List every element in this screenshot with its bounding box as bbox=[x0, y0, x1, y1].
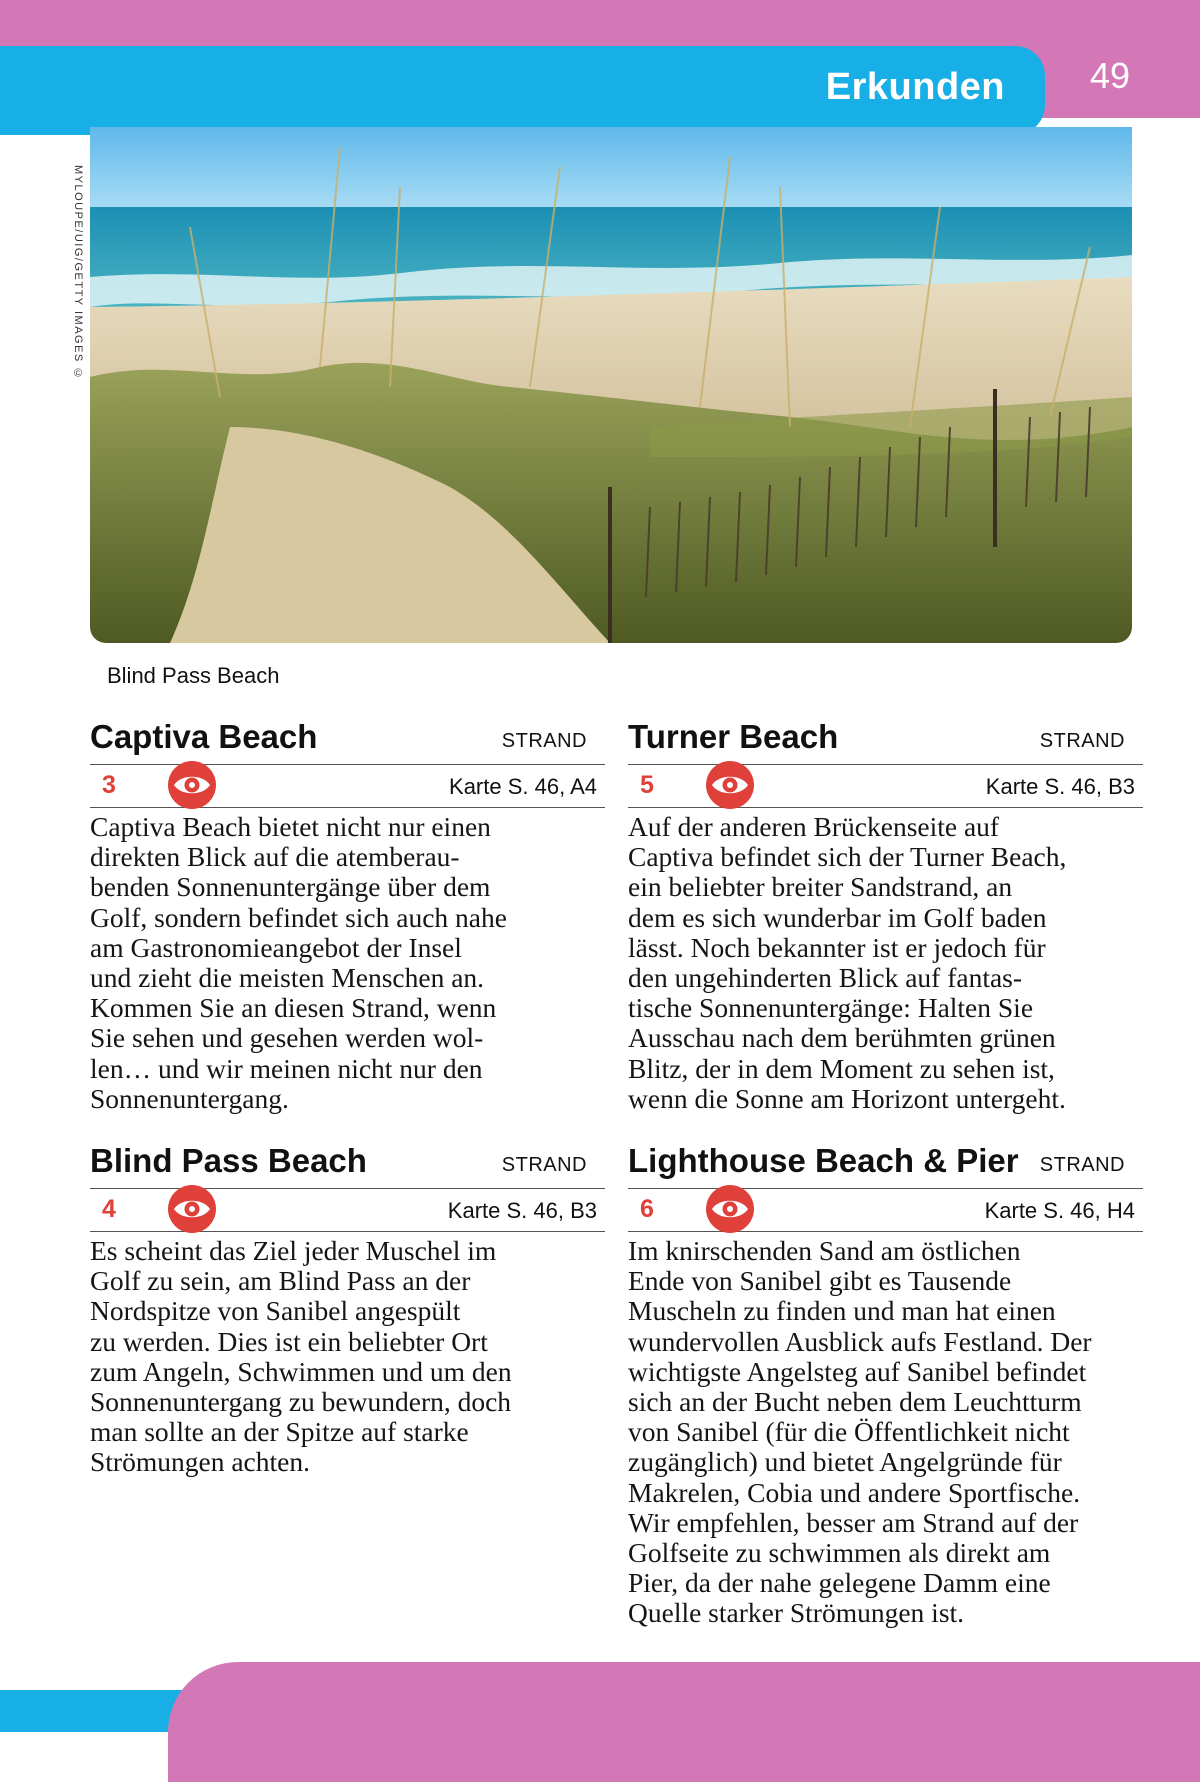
map-reference: Karte S. 46, B3 bbox=[985, 774, 1135, 799]
entry-title: Blind Pass Beach bbox=[90, 1142, 367, 1179]
entry-type: STRAND bbox=[1039, 730, 1125, 752]
entry-text: Im knirschenden Sand am östlichen Ende von Sanibel gibt es Tausende Muscheln zu finden und man hat einen wundervollen Ausblick aufs Festland. Der wichtigste Angelsteg auf Sanibel befindet sich an der Bucht neben dem Leuchtturm von Sanibel (für die Öffentlichkeit nicht zugänglich) und bietet Angelgründe für Makrelen, Cobia und andere Sportfische. Wir empfehlen, besser am Strand auf der Golfseite zu schwimmen als direkt am Pier, da der nahe gelegene Damm eine Quelle starker Strömungen ist. bbox=[628, 1235, 1092, 1629]
entry-type: STRAND bbox=[1039, 1154, 1125, 1176]
entry-type: STRAND bbox=[501, 1154, 587, 1176]
eye-icon bbox=[166, 1183, 218, 1235]
page-number: 49 bbox=[1090, 55, 1131, 96]
map-reference: Karte S. 46, H4 bbox=[984, 1198, 1135, 1223]
beach-photo bbox=[90, 127, 1132, 643]
entry-text: Auf der anderen Brückenseite auf Captiva befindet sich der Turner Beach, ein beliebter breiter Sandstrand, an dem es sich wunderbar im Golf baden lässt. Noch bekannter ist er jedoch für den ungehinderten Blick auf fantas- tische Sonnenuntergänge: Halten Sie Ausschau nach dem berühmten grünen Blitz, der in dem Moment zu sehen ist, wenn die Sonne am Horizont untergeht. bbox=[628, 811, 1067, 1114]
entry-title: Lighthouse Beach & Pier bbox=[628, 1142, 1019, 1179]
entry-title: Captiva Beach bbox=[90, 718, 318, 755]
entry-turner-beach bbox=[628, 710, 1143, 1114]
entry-type: STRAND bbox=[501, 730, 587, 752]
section-title: Erkunden bbox=[825, 66, 1005, 108]
entry-number: 6 bbox=[640, 1195, 654, 1223]
photo-credit: MYLOUPE/UIG/GETTY IMAGES © bbox=[72, 165, 84, 381]
map-reference: Karte S. 46, B3 bbox=[447, 1198, 597, 1223]
map-reference: Karte S. 46, A4 bbox=[449, 774, 597, 799]
entry-number: 3 bbox=[102, 771, 116, 799]
entry-text: Es scheint das Ziel jeder Muschel im Golf zu sein, am Blind Pass an der Nordspitze von Sanibel angespült zu werden. Dies ist ein beliebter Ort zum Angeln, Schwimmen und um den Sonnenuntergang zu bewundern, doch man sollte an der Spitze auf starke Strömungen achten. bbox=[90, 1235, 512, 1478]
footer-pink-band bbox=[168, 1662, 1200, 1782]
entry-blind-pass-beach bbox=[90, 1134, 605, 1478]
entry-captiva-beach bbox=[90, 710, 605, 1114]
entry-number: 5 bbox=[640, 771, 654, 799]
entry-lighthouse-beach-pier bbox=[628, 1134, 1143, 1629]
entry-text: Captiva Beach bietet nicht nur einen direkten Blick auf die atemberau- benden Sonnenuntergänge über dem Golf, sondern befindet sich auch nahe am Gastronomieangebot der Insel und zieht die meisten Menschen an. Kommen Sie an diesen Strand, wenn Sie sehen und gesehen werden wol- len… und wir meinen nicht nur den Sonnenuntergang. bbox=[90, 811, 507, 1114]
entry-number: 4 bbox=[102, 1195, 116, 1223]
eye-icon bbox=[704, 1183, 756, 1235]
eye-icon bbox=[704, 759, 756, 811]
eye-icon bbox=[166, 759, 218, 811]
photo-caption: Blind Pass Beach bbox=[107, 663, 280, 688]
entry-title: Turner Beach bbox=[628, 718, 839, 755]
